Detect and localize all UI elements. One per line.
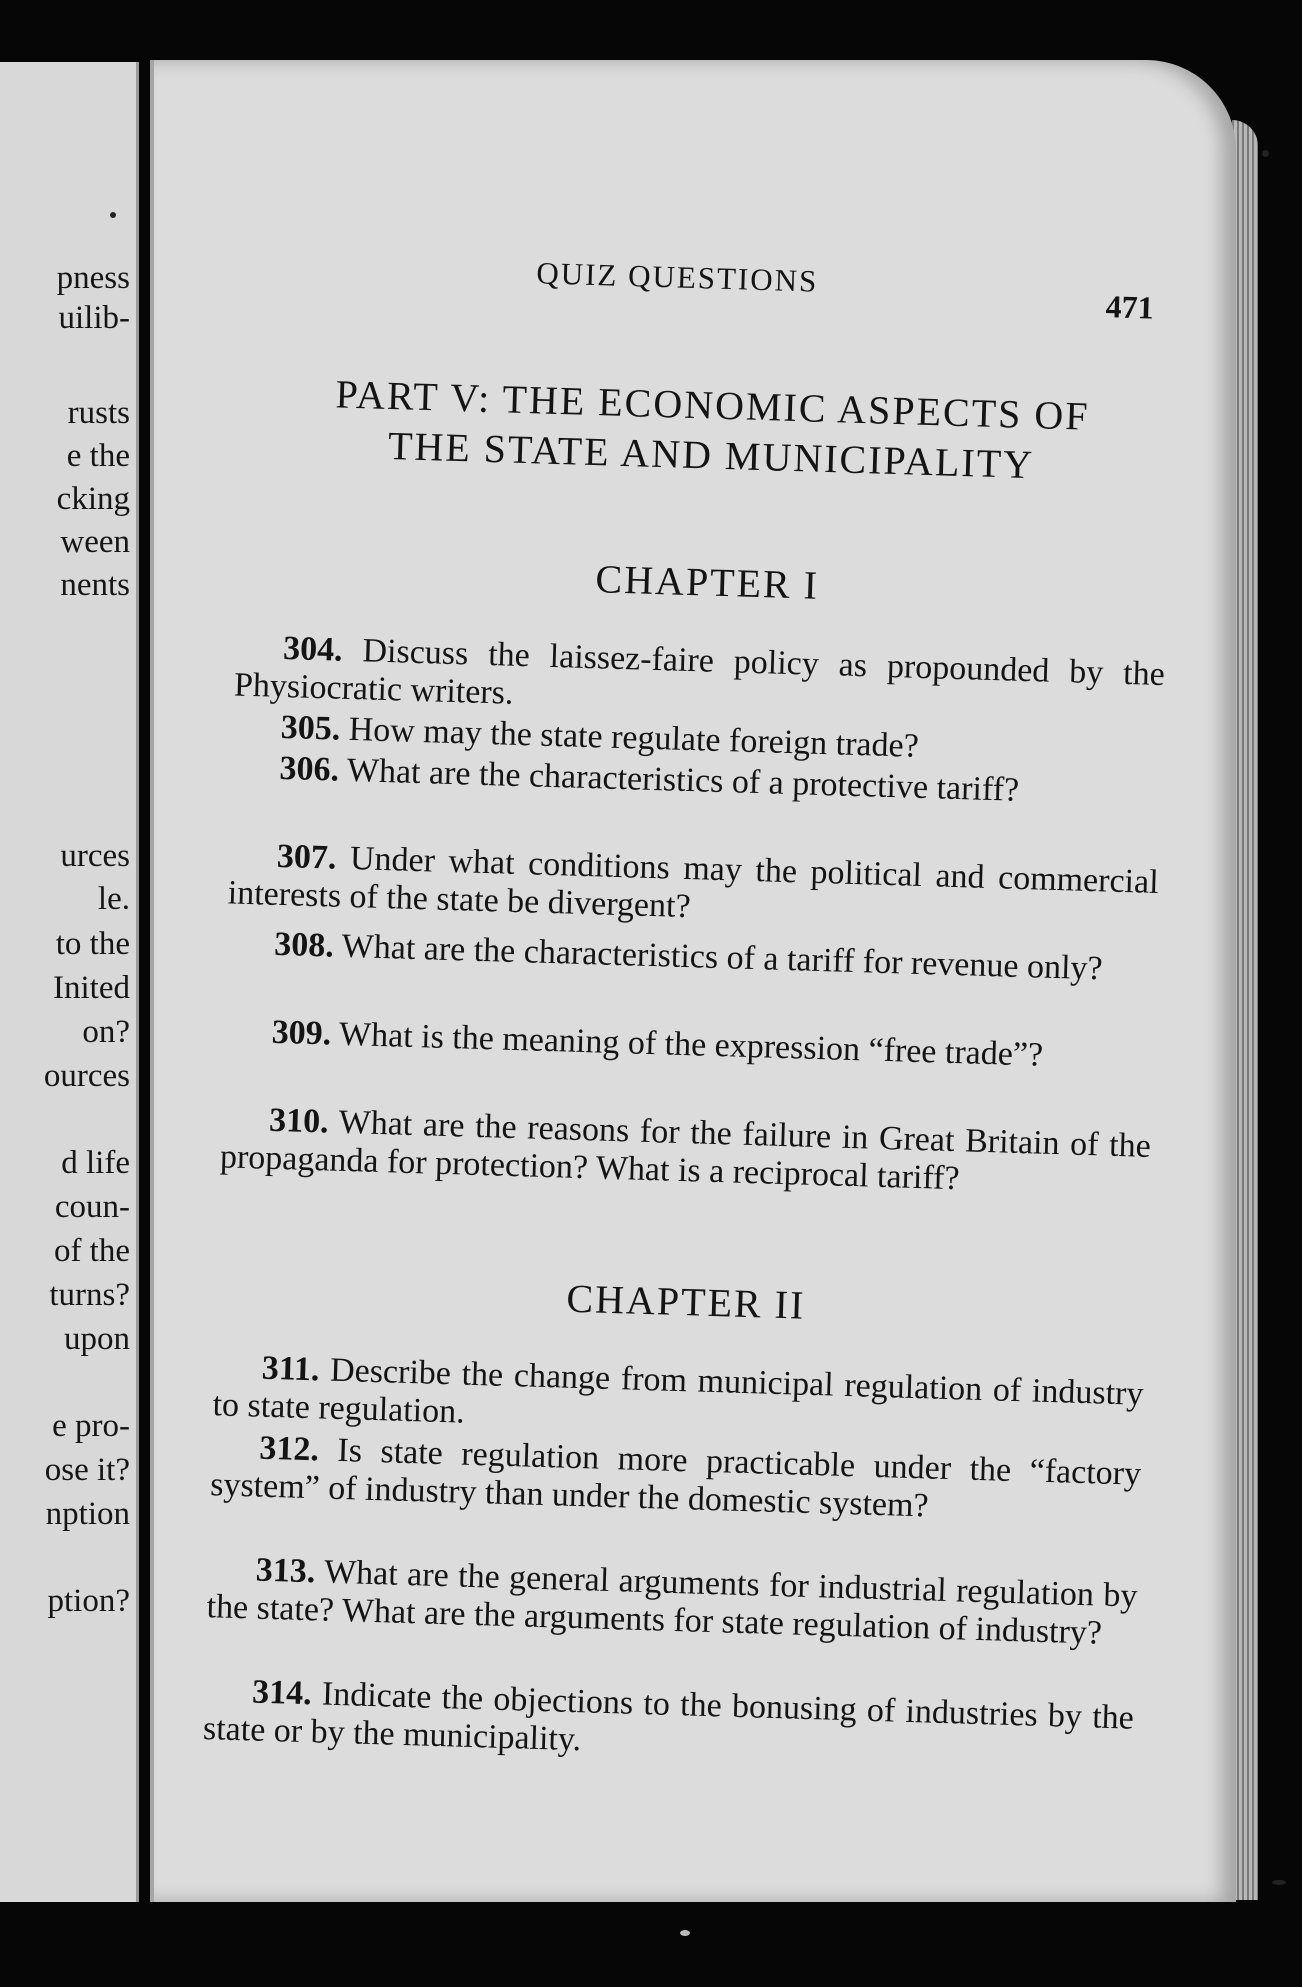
left-fragment: rusts [67, 395, 130, 431]
question-number: 313. [255, 1551, 316, 1591]
left-fragment: cking [56, 481, 130, 517]
question-number: 310. [268, 1101, 330, 1141]
question-number: 309. [271, 1013, 332, 1053]
question-number: 308. [273, 925, 335, 965]
question-number: 312. [258, 1429, 320, 1469]
left-fragment: d life [61, 1145, 130, 1181]
question [206, 1550, 1138, 1654]
question-number: 311. [261, 1349, 320, 1389]
question-number: 314. [251, 1673, 313, 1713]
left-fragment: le. [97, 881, 130, 917]
left-fragment: ources [43, 1058, 130, 1094]
question-text: What are the reasons for the failure in Great Britain of the propaganda for protection? What is a reciprocal tariff? [219, 1103, 1152, 1198]
question-number: 304. [282, 629, 344, 669]
left-fragment: upon [64, 1321, 130, 1357]
question [202, 1672, 1134, 1776]
question-text: What are the characteristics of a protective tariff? [346, 751, 1020, 809]
left-fragment: nents [60, 567, 130, 603]
left-fragment: uilib- [58, 300, 130, 336]
part-title [241, 367, 1184, 495]
question-text: How may the state regulate foreign trade? [348, 710, 920, 765]
right-page [150, 60, 1236, 1902]
question-number: 306. [279, 749, 340, 789]
question [223, 1012, 1154, 1078]
ink-speck [110, 212, 116, 218]
question-number: 305. [280, 708, 341, 748]
left-fragment: to the [55, 926, 130, 962]
question-number: 307. [276, 837, 337, 877]
left-fragment: coun- [54, 1189, 130, 1225]
question [219, 1100, 1151, 1204]
left-fragment: urces [60, 838, 130, 874]
left-fragment: of the [53, 1233, 130, 1269]
question-text: What is the meaning of the expression “free trade”? [338, 1015, 1044, 1074]
left-fragment: turns? [49, 1277, 130, 1313]
dust-speck [1262, 150, 1269, 157]
question-text: What are the characteristics of a tariff for revenue only? [341, 927, 1104, 988]
question-text: Discuss the laissez-faire policy as propounded by the Physiocratic writers. [233, 632, 1166, 712]
dust-speck [680, 1930, 690, 1936]
chapter-heading: CHAPTER II [565, 1275, 806, 1328]
left-facing-page [0, 62, 139, 1902]
left-fragment: e the [66, 438, 130, 474]
left-fragment: ose it? [44, 1452, 130, 1488]
question [227, 836, 1159, 940]
question-text: Indicate the objections to the bonusing of industries by the state or by the municipality. [202, 1675, 1135, 1759]
dust-speck [1272, 1880, 1286, 1885]
left-fragment: nption [45, 1496, 130, 1532]
left-fragment: Inited [53, 970, 130, 1006]
running-head: QUIZ QUESTIONS [535, 255, 819, 299]
part-title-line: PART V: THE ECONOMIC ASPECTS OF [334, 371, 1091, 439]
question-text: What are the general arguments for industrial regulation by the state? What are the arguments for state regulation of industry? [206, 1553, 1138, 1652]
left-fragment: e pro- [52, 1408, 130, 1444]
question-text: Under what conditions may the political and commercial interests of the state be divergent? [227, 840, 1160, 926]
part-title-line: THE STATE AND MUNICIPALITY [387, 422, 1035, 488]
left-fragment: ween [60, 524, 130, 560]
page-number: 471 [1105, 288, 1155, 326]
page-text-block [159, 166, 1209, 1895]
chapter-heading: CHAPTER I [594, 556, 820, 608]
question-text: Describe the change from municipal regulation of industry to state regulation. [212, 1351, 1144, 1431]
left-fragment: on? [82, 1014, 130, 1050]
question-text: Is state regulation more practicable under the “factory system” of industry than under the domestic system? [209, 1431, 1142, 1525]
left-fragment: pness [56, 260, 130, 296]
left-fragment: ption? [47, 1583, 130, 1619]
